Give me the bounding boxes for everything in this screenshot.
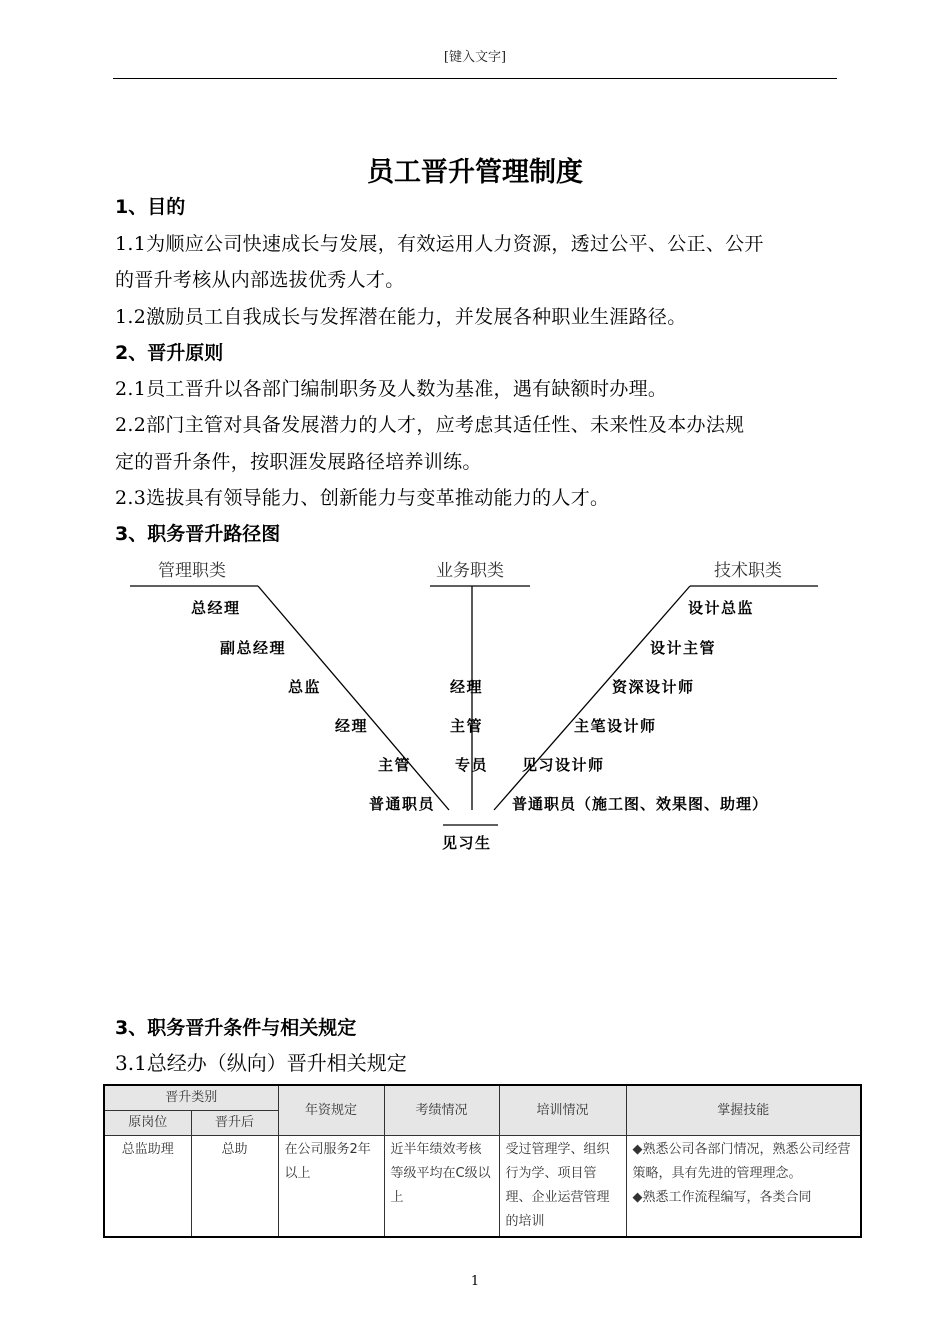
section-heading-path: 3、职务晋升路径图 xyxy=(115,523,281,545)
cell-skills xyxy=(626,1136,861,1238)
cell-promoted: 总助 xyxy=(191,1136,278,1238)
header-promoted-position: 晋升后 xyxy=(191,1111,278,1136)
technical-category-label: 技术职类 xyxy=(714,561,782,581)
business-item: 专员 xyxy=(455,756,489,774)
header-original-position: 原岗位 xyxy=(104,1111,191,1136)
base-item: 见习生 xyxy=(442,834,492,852)
management-item: 经理 xyxy=(335,717,369,735)
subsection-heading: 3.1总经办（纵向）晋升相关规定 xyxy=(115,1051,407,1075)
technical-item: 主笔设计师 xyxy=(574,717,657,735)
management-path-line xyxy=(258,586,449,810)
header-category: 晋升类别 xyxy=(104,1085,278,1111)
paragraph-line: 2.2部门主管对具备发展潜力的人才，应考虑其适任性、未来性及本办法规 xyxy=(115,414,745,436)
technical-path-line xyxy=(494,586,690,810)
business-category-label: 业务职类 xyxy=(436,561,504,581)
page-number: 1 xyxy=(470,1274,480,1289)
paragraph-line: 1.1为顺应公司快速成长与发展，有效运用人力资源，透过公平、公正、公开 xyxy=(115,233,764,255)
management-item: 主管 xyxy=(378,756,412,774)
skill-item: ◆熟悉工作流程编写，各类合同 xyxy=(632,1190,812,1205)
section-heading-principles: 2、晋升原则 xyxy=(115,342,224,364)
header-seniority: 年资规定 xyxy=(278,1085,384,1136)
technical-item: 设计总监 xyxy=(688,599,755,617)
cell-seniority: 在公司服务2年以上 xyxy=(278,1136,384,1238)
paragraph-line: 2.1员工晋升以各部门编制职务及人数为基准，遇有缺额时办理。 xyxy=(115,378,668,400)
management-item: 副总经理 xyxy=(220,639,287,657)
section-heading-purpose: 1、目的 xyxy=(115,196,186,218)
business-item: 主管 xyxy=(450,717,484,735)
header-skills: 掌握技能 xyxy=(626,1085,861,1136)
technical-item: 资深设计师 xyxy=(612,678,695,696)
cell-performance: 近半年绩效考核等级平均在C级以上 xyxy=(384,1136,499,1238)
cell-training: 受过管理学、组织行为学、项目管理、企业运营管理的培训 xyxy=(499,1136,626,1238)
management-item: 总监 xyxy=(288,678,322,696)
paragraph-line: 的晋升考核从内部选拔优秀人才。 xyxy=(115,269,405,291)
technical-item: 设计主管 xyxy=(650,639,717,657)
management-item: 普通职员 xyxy=(369,795,436,813)
management-item: 总经理 xyxy=(191,599,241,617)
paragraph-line: 定的晋升条件，按职涯发展路径培养训练。 xyxy=(115,451,482,473)
management-category-label: 管理职类 xyxy=(158,561,226,581)
promotion-rules-table xyxy=(103,1084,862,1238)
page-title: 员工晋升管理制度 xyxy=(367,157,583,188)
page-header: [键入文字] xyxy=(443,50,507,65)
technical-item: 见习设计师 xyxy=(522,756,605,774)
table-row xyxy=(104,1136,861,1238)
paragraph-line: 1.2激励员工自我成长与发挥潜在能力，并发展各种职业生涯路径。 xyxy=(115,306,687,328)
business-item: 经理 xyxy=(450,678,484,696)
section-heading-conditions: 3、职务晋升条件与相关规定 xyxy=(115,1017,357,1039)
header-performance: 考绩情况 xyxy=(384,1085,499,1136)
header-training: 培训情况 xyxy=(499,1085,626,1136)
technical-item: 普通职员（施工图、效果图、助理） xyxy=(512,795,769,813)
cell-original: 总监助理 xyxy=(104,1136,191,1238)
skill-item: ◆熟悉公司各部门情况，熟悉公司经营策略，具有先进的管理理念。 xyxy=(632,1142,851,1181)
paragraph-line: 2.3选拔具有领导能力、创新能力与变革推动能力的人才。 xyxy=(115,487,610,509)
